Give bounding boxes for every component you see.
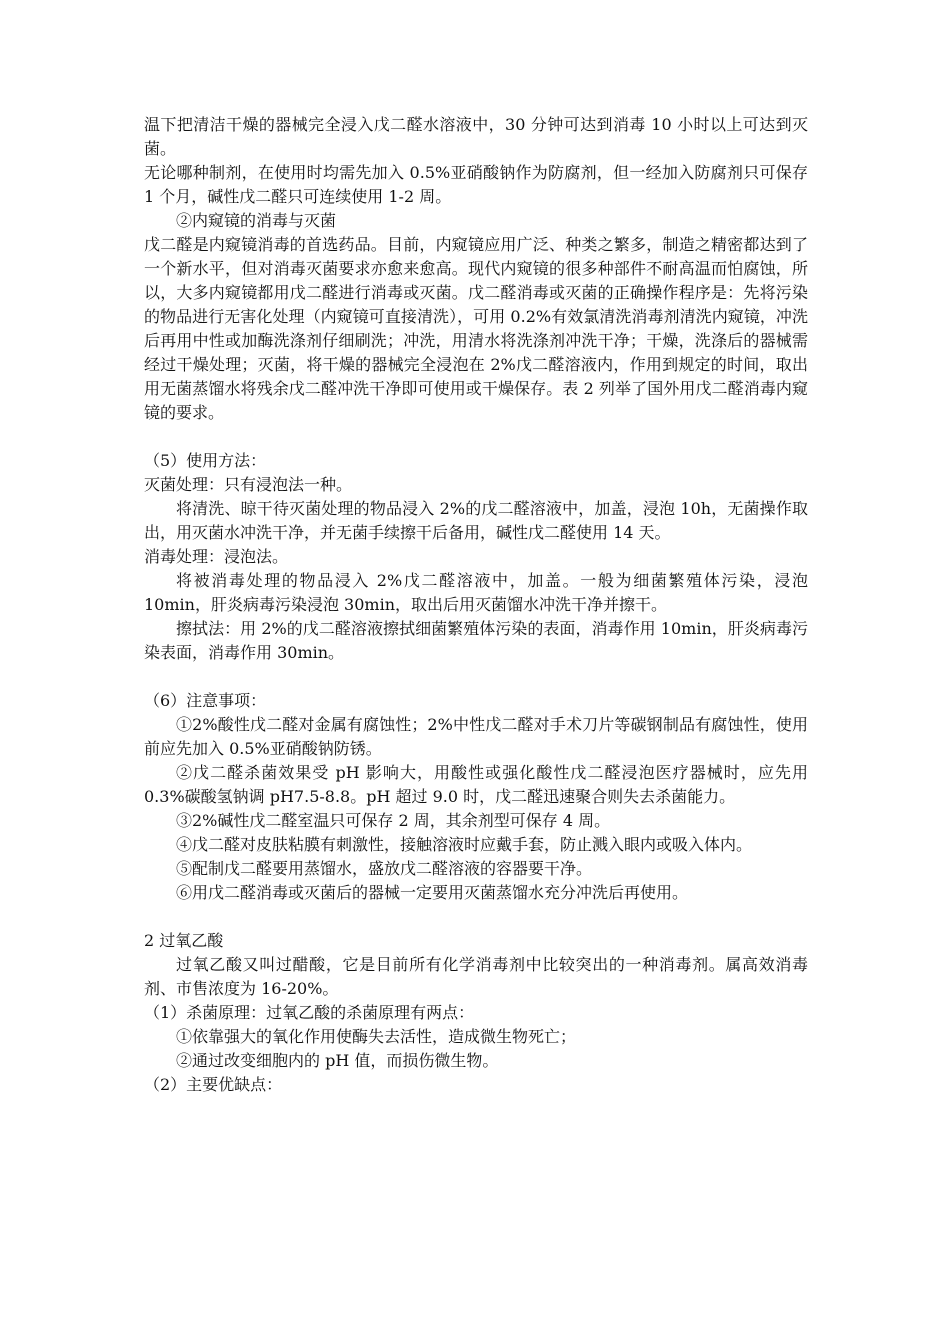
section-heading-peracetic-acid: 2 过氧乙酸 xyxy=(144,931,224,950)
paragraph-sterilize-method: 将清洗、晾干待灭菌处理的物品浸入 2%的戊二醛溶液中，加盖，浸泡 10h，无菌操作取出，用灭菌水冲洗干净，并无菌手续擦干后备用，碱性戊二醛使用 14 天。 xyxy=(144,499,808,542)
subheading-endoscope: ②内窥镜的消毒与灭菌 xyxy=(176,211,337,230)
heading-usage: （5）使用方法： xyxy=(144,451,267,470)
mechanism-item-2: ②通过改变细胞内的 pH 值，而损伤微生物。 xyxy=(176,1051,499,1070)
paragraph-disinfect-soak: 将被消毒处理的物品浸入 2%戊二醛溶液中，加盖。一般为细菌繁殖体污染，浸泡 10min，肝炎病毒污染浸泡 30min，取出后用灭菌馏水冲洗干净并擦干。 xyxy=(144,571,808,614)
document-page xyxy=(144,113,808,1097)
spacer xyxy=(144,665,808,689)
paragraph-sterilize-soak: 温下把清洁干燥的器械完全浸入戊二醛水溶液中，30 分钟可达到消毒 10 小时以上可达到灭菌。 xyxy=(144,115,808,158)
spacer xyxy=(144,425,808,449)
note-item-4: ④戊二醛对皮肤粘膜有刺激性，接触溶液时应戴手套，防止溅入眼内或吸入体内。 xyxy=(176,835,753,854)
heading-mechanism: （1）杀菌原理：过氧乙酸的杀菌原理有两点： xyxy=(144,1003,475,1022)
label-sterilize: 灭菌处理：只有浸泡法一种。 xyxy=(144,475,353,494)
heading-pros-cons: （2）主要优缺点： xyxy=(144,1075,283,1094)
label-disinfect: 消毒处理：浸泡法。 xyxy=(144,547,289,566)
note-item-3: ③2%碱性戊二醛室温只可保存 2 周，其余剂型可保存 4 周。 xyxy=(176,811,611,830)
note-item-5: ⑤配制戊二醛要用蒸馏水，盛放戊二醛溶液的容器要干净。 xyxy=(176,859,593,878)
note-item-2: ②戊二醛杀菌效果受 pH 影响大，用酸性或强化酸性戊二醛浸泡医疗器械时，应先用 0.3%碳酸氢钠调 pH7.5-8.8。pH 超过 9.0 时，戊二醛迅速聚合则失去杀菌能力。 xyxy=(144,763,808,806)
mechanism-item-1: ①依靠强大的氧化作用使酶失去活性，造成微生物死亡； xyxy=(176,1027,577,1046)
note-item-6: ⑥用戊二醛消毒或灭菌后的器械一定要用灭菌蒸馏水充分冲洗后再使用。 xyxy=(176,883,689,902)
paragraph-endoscope: 戊二醛是内窥镜消毒的首选药品。目前，内窥镜应用广泛、种类之繁多，制造之精密都达到了一个新水平，但对消毒灭菌要求亦愈来愈高。现代内窥镜的很多种部件不耐高温而怕腐蚀，所以，大多内窥镜都用戊二醛进行消毒或灭菌。戊二醛消毒或灭菌的正确操作程序是：先将污染的物品进行无害化处理（内窥镜可直接清洗），可用 0.2%有效氯清洗消毒剂清洗内窥镜，冲洗后再用中性或加酶洗涤剂仔细刷洗；冲洗，用清水将洗涤剂冲洗干净；干燥，洗涤后的器械需经过干燥处理；灭菌，将干燥的器械完全浸泡在 2%戊二醛溶液内，作用到规定的时间，取出用无菌蒸馏水将残余戊二醛冲洗干净即可使用或干燥保存。表 2 列举了国外用戊二醛消毒内窥镜的要求。 xyxy=(144,235,808,422)
spacer xyxy=(144,905,808,929)
paragraph-wipe-method: 擦拭法：用 2%的戊二醛溶液擦拭细菌繁殖体污染的表面，消毒作用 10min，肝炎病毒污染表面，消毒作用 30min。 xyxy=(144,619,808,662)
paragraph-preservative: 无论哪种制剂，在使用时均需先加入 0.5%亚硝酸钠作为防腐剂，但一经加入防腐剂只可保存 1 个月，碱性戊二醛只可连续使用 1-2 周。 xyxy=(144,163,808,206)
paragraph-peracetic-intro: 过氧乙酸又叫过醋酸，它是目前所有化学消毒剂中比较突出的一种消毒剂。属高效消毒剂、市售浓度为 16-20%。 xyxy=(144,955,808,998)
heading-notes: （6）注意事项： xyxy=(144,691,267,710)
note-item-1: ①2%酸性戊二醛对金属有腐蚀性；2%中性戊二醛对手术刀片等碳钢制品有腐蚀性，使用前应先加入 0.5%亚硝酸钠防锈。 xyxy=(144,715,808,758)
